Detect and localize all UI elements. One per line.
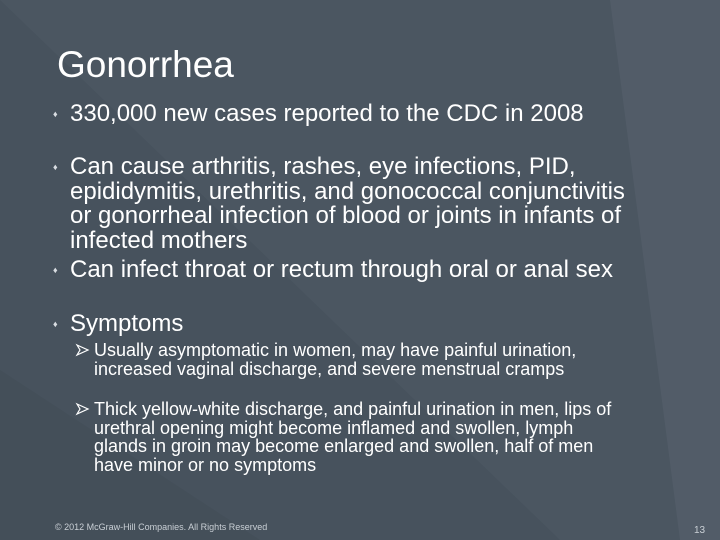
copyright-footer: © 2012 McGraw-Hill Companies. All Rights Reserved: [55, 522, 268, 532]
sub-bullet-text: Usually asymptomatic in women, may have painful urination, increased vaginal discharge, and severe menstrual cramps: [94, 340, 577, 379]
sub-bullet-item: [94, 400, 624, 475]
open-arrow-bullet-icon: [75, 342, 93, 358]
slide-number: 13: [694, 525, 706, 536]
diamond-bullet-icon: ♦: [53, 109, 58, 119]
bullet-text: Can infect throat or rectum through oral or anal sex: [70, 256, 613, 283]
slide-title: Gonorrhea: [57, 44, 234, 85]
bullet-item: [53, 310, 640, 337]
diamond-bullet-icon: ♦: [53, 319, 58, 329]
bullet-item: [53, 153, 640, 254]
bullet-item: [53, 256, 640, 283]
bullet-text: 330,000 new cases reported to the CDC in 2008: [70, 100, 584, 127]
diamond-bullet-icon: ♦: [53, 162, 58, 172]
diamond-bullet-icon: ♦: [53, 265, 58, 275]
open-arrow-bullet-icon: [75, 401, 93, 417]
sub-bullet-text: Thick yellow-white discharge, and painful urination in men, lips of urethral opening might become inflamed and swollen, lymph glands in groin may become enlarged and swollen, half of men have minor or no symptoms: [94, 399, 612, 476]
bullet-text: Symptoms: [70, 310, 184, 337]
bullet-text: Can cause arthritis, rashes, eye infections, PID, epididymitis, urethritis, and gonococcal conjunctivitis or gonorrheal infection of blood or joints in infants of infected mothers: [70, 153, 625, 254]
bullet-item: [53, 100, 640, 127]
sub-bullet-item: [94, 341, 624, 378]
